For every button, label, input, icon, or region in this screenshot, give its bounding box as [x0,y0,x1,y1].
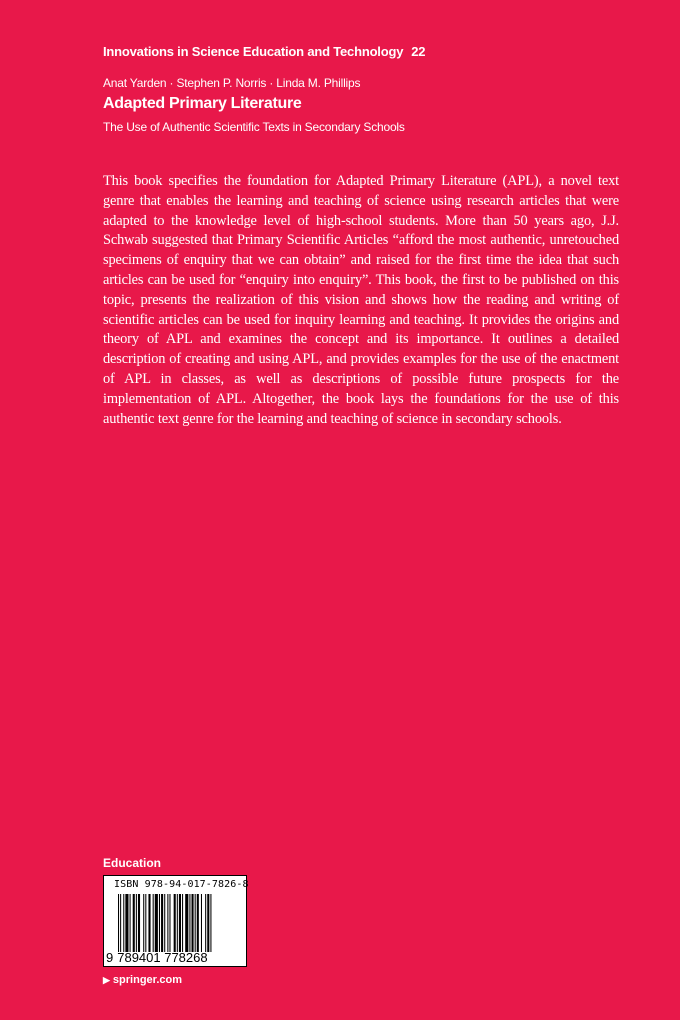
barcode-digits [106,950,208,965]
book-title: Adapted Primary Literature [103,95,302,112]
barcode-number: 789401 778268 [117,950,208,965]
category-label: Education [103,856,162,870]
book-authors: Anat Yarden · Stephen P. Norris · Linda M. Phillips [103,76,361,90]
series-title: Innovations in Science Education and Technology [103,44,404,59]
publisher-website: springer.com [112,974,182,986]
isbn-text: ISBN 978-94-017-7826-8 [114,879,249,890]
series-number: 22 [411,44,426,59]
book-subtitle: The Use of Authentic Scientific Texts in Secondary Schools [103,120,405,134]
barcode-first-digit: 9 [106,950,114,965]
publisher-link[interactable] [103,974,182,986]
triangle-right-icon: ▶ [103,975,110,985]
book-description: This book specifies the foundation for Adapted Primary Literature (APL), a novel text genre that enables the learning and teaching of science using research articles that were adapted to the knowledge level of high-school students. More than 50 years ago, J.J. Schwab suggested that Primary Scientific Articles “afford the most authentic, unretouched specimens of enquiry that we can obtain” and raised for the first time the idea that such articles can be used for “enquiry into enquiry”. This book, the first to be published on this topic, presents the realization of this vision and shows how the reading and writing of scientific articles can be used for inquiry learning and teaching. It provides the origins and theory of APL and examines the concept and its importance. It outlines a detailed description of creating and using APL, and provides examples for the use of the enactment of APL in classes, as well as descriptions of possible future prospects for the implementation of APL. Altogether, the book lays the foundations for the use of this authentic text genre for the learning and teaching of science in secondary schools. [103,173,619,427]
barcode [103,875,247,967]
barcode-bars [118,894,236,952]
series-line [103,44,425,59]
